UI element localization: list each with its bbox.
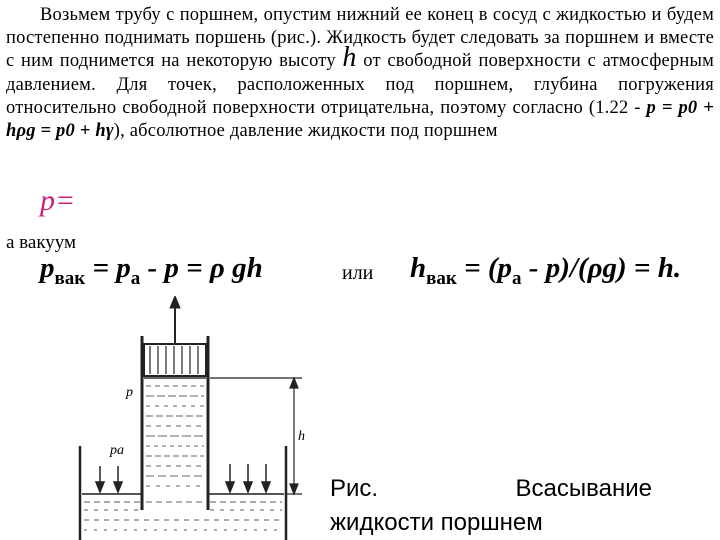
caption-line2: жидкости поршнем (330, 509, 543, 536)
label-pa: pa (110, 443, 124, 458)
paragraph-part2: от свободной поверхности с атмосферным давлением. Для точек, расположенных под поршнем, глубина погружения относительно свободной поверхности отрицательна, поэтому согласно (1.22 - (6, 51, 715, 118)
vessel-liquid (82, 494, 284, 530)
body-paragraph (6, 4, 714, 143)
vacuum-label: а вакуум (6, 232, 77, 253)
tube-liquid (144, 378, 206, 502)
label-p: p (126, 385, 133, 400)
caption-word2: Всасывание (515, 475, 652, 502)
p-equals-formula: p= (40, 184, 76, 217)
or-label: или (342, 262, 374, 284)
height-symbol: h (342, 42, 357, 74)
caption-word1: Рис. (330, 475, 379, 502)
vacuum-pressure-formula: $p_{вак} = p_a - p = \rho$ gh (40, 252, 263, 289)
height-dimension (210, 378, 302, 494)
piston-suction-figure (70, 296, 330, 540)
label-h: h (298, 429, 305, 444)
vacuum-height-formula: $h_{вак} = (p_a - p)/(\rho g) = h$. (410, 252, 682, 289)
piston (144, 296, 206, 376)
paragraph-part3: ), абсолютное давление жидкости под поршнем (113, 121, 498, 142)
atm-pressure-arrows (96, 464, 270, 492)
figure-caption (330, 472, 652, 540)
paragraph-part1: Возьмем трубу с поршнем, опустим нижний ее конец в сосуд с жидкостью и будем постепенно поднимать поршень (рис.). Жидкость будет следовать за поршнем и вместе с ним поднимется на некоторую высоту (6, 5, 714, 72)
pressure-formula: p = p0 + hρg = p0 + hγ (6, 97, 714, 142)
